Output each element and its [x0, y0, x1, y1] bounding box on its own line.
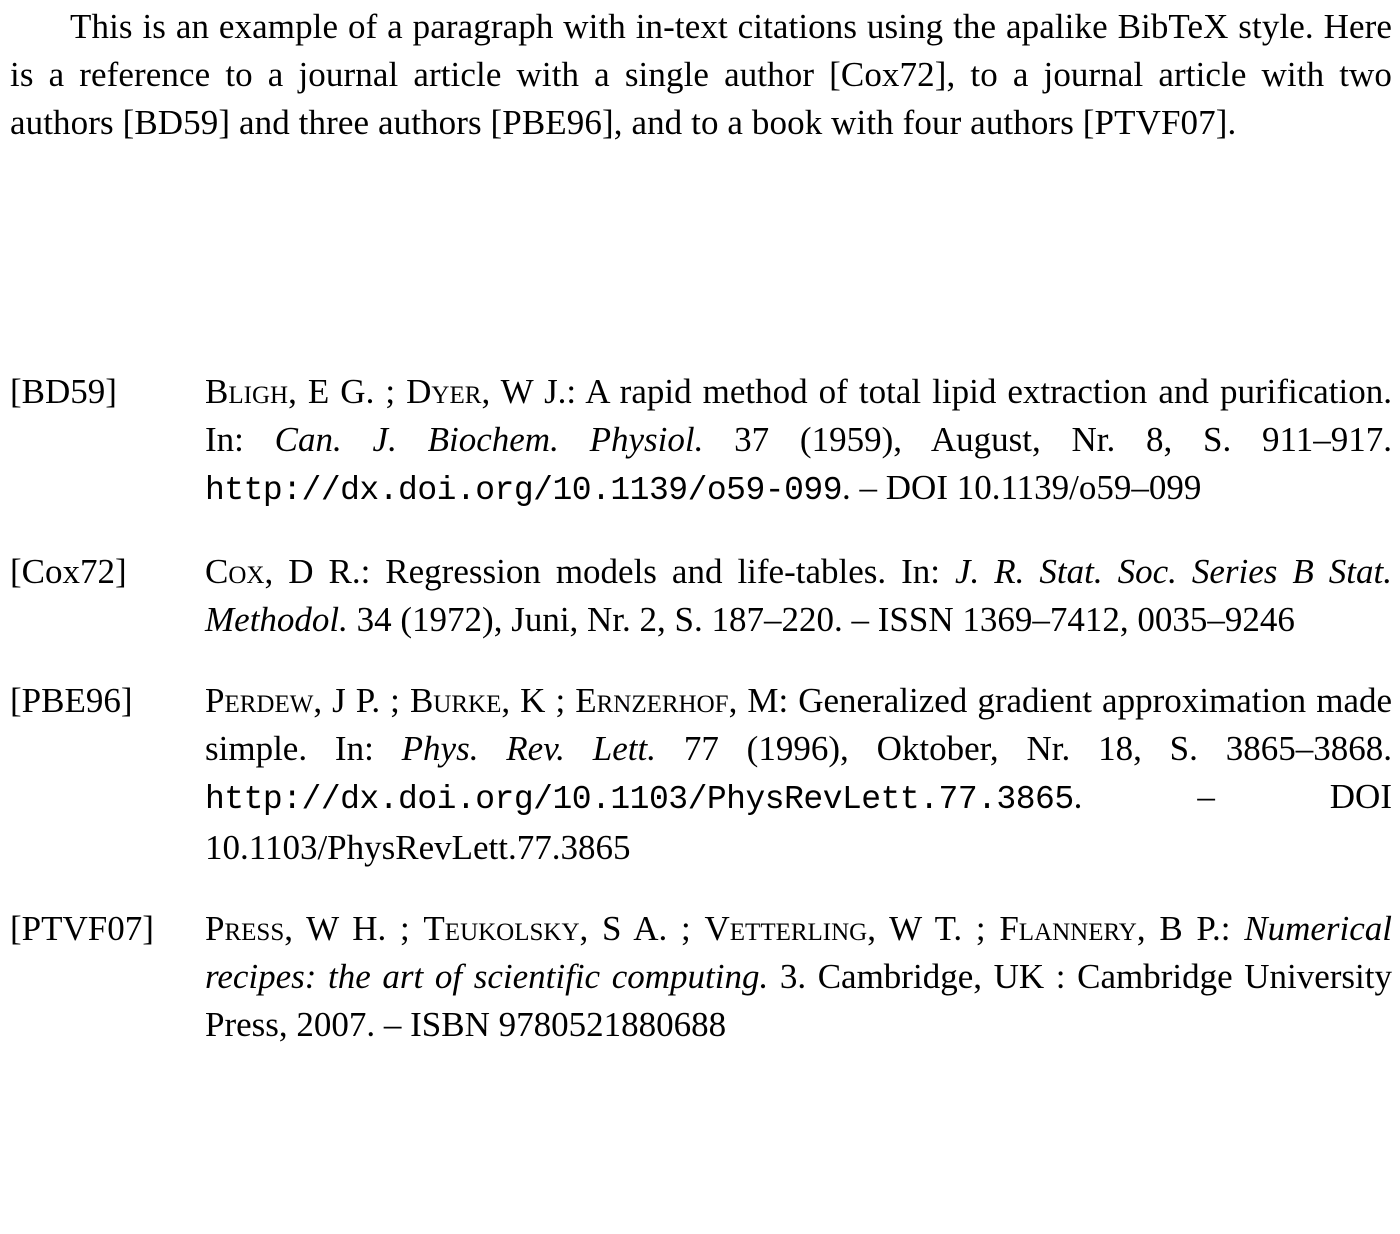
publication-details: 34 (1972), Juni, Nr. 2, S. 187–220. – ISSN 1369–7412, 0035–9246	[347, 600, 1295, 639]
bib-body	[205, 677, 1392, 872]
doi-text: . – DOI 10.1103/PhysRevLett.77.3865	[205, 777, 1392, 867]
author-initials: , W T. ;	[867, 909, 1000, 948]
bib-label: [BD59]	[10, 372, 117, 411]
author-initials: , B P.:	[1136, 909, 1245, 948]
publication-details: 3. Cambridge, UK : Cambridge University Press, 2007. – ISBN 9780521880688	[205, 957, 1393, 1044]
doi-text: . – DOI 10.1139/o59–099	[842, 468, 1202, 507]
author-initials: , W H. ;	[284, 909, 424, 948]
author-initials: , M:	[728, 681, 799, 720]
bib-body	[205, 368, 1392, 515]
bib-label: [PBE96]	[10, 681, 133, 720]
bib-body	[205, 905, 1392, 1049]
intro-paragraph	[10, 3, 1392, 147]
author-initials: , K ;	[501, 681, 576, 720]
author-name: Dyer	[406, 372, 482, 411]
publication-details: 37 (1959), August, Nr. 8, S. 911–917.	[703, 420, 1392, 459]
article-title: Regression models and life-tables. In:	[385, 552, 956, 591]
author-name: Flannery	[999, 909, 1137, 948]
journal-name: Can. J. Biochem. Physiol.	[274, 420, 704, 459]
journal-name: Phys. Rev. Lett.	[401, 729, 656, 768]
paragraph-text: and three authors	[230, 103, 491, 142]
author-initials: , S A. ;	[579, 909, 705, 948]
paragraph-text: , to a journal article with two authors	[10, 55, 1393, 142]
citation-pbe96[interactable]: [PBE96]	[490, 103, 614, 142]
bib-entry-bd59	[10, 368, 1392, 515]
author-initials: , J P. ;	[313, 681, 410, 720]
bib-entry-pbe96	[10, 677, 1392, 872]
bib-entry-cox72	[10, 548, 1392, 644]
author-name: Bligh	[205, 372, 289, 411]
citation-bd59[interactable]: [BD59]	[122, 103, 231, 142]
paragraph-text: , and to a book with four authors	[613, 103, 1083, 142]
article-title: A rapid method of total lipid extraction and purification. In:	[205, 372, 1392, 459]
author-initials: , W J.:	[481, 372, 586, 411]
author-name: Press	[205, 909, 285, 948]
author-name: Teukolsky	[423, 909, 580, 948]
document-page	[10, 0, 1392, 147]
bib-body	[205, 548, 1392, 644]
author-name: Vetterling	[704, 909, 868, 948]
citation-ptvf07[interactable]: [PTVF07]	[1082, 103, 1228, 142]
author-initials: , E G. ;	[288, 372, 407, 411]
bib-label: [PTVF07]	[10, 909, 154, 948]
bib-entry-ptvf07	[10, 905, 1392, 1049]
doi-link[interactable]: http://dx.doi.org/10.1139/o59-099	[205, 472, 843, 509]
publication-details: 77 (1996), Oktober, Nr. 18, S. 3865–3868.	[655, 729, 1392, 768]
author-name: Cox	[205, 552, 265, 591]
author-name: Burke	[409, 681, 502, 720]
book-title: Numerical recipes: the art of scientific computing.	[205, 909, 1392, 996]
author-name: Ernzerhof	[575, 681, 729, 720]
paragraph-text: This is an example of a paragraph with in-text citations using the apalike BibTeX style. Here is a reference to a journal article with a single author	[10, 7, 1392, 94]
article-title: Generalized gradient approximation made simple. In:	[205, 681, 1393, 768]
journal-name: J. R. Stat. Soc. Series B Stat. Methodol.	[205, 552, 1392, 639]
doi-link[interactable]: http://dx.doi.org/10.1103/PhysRevLett.77.3865	[205, 781, 1074, 818]
paragraph-text: .	[1227, 103, 1237, 142]
citation-cox72[interactable]: [Cox72]	[829, 55, 947, 94]
bibliography	[10, 368, 1392, 1082]
author-name: Perdew	[205, 681, 314, 720]
bib-label: [Cox72]	[10, 552, 127, 591]
author-initials: , D R.:	[264, 552, 386, 591]
